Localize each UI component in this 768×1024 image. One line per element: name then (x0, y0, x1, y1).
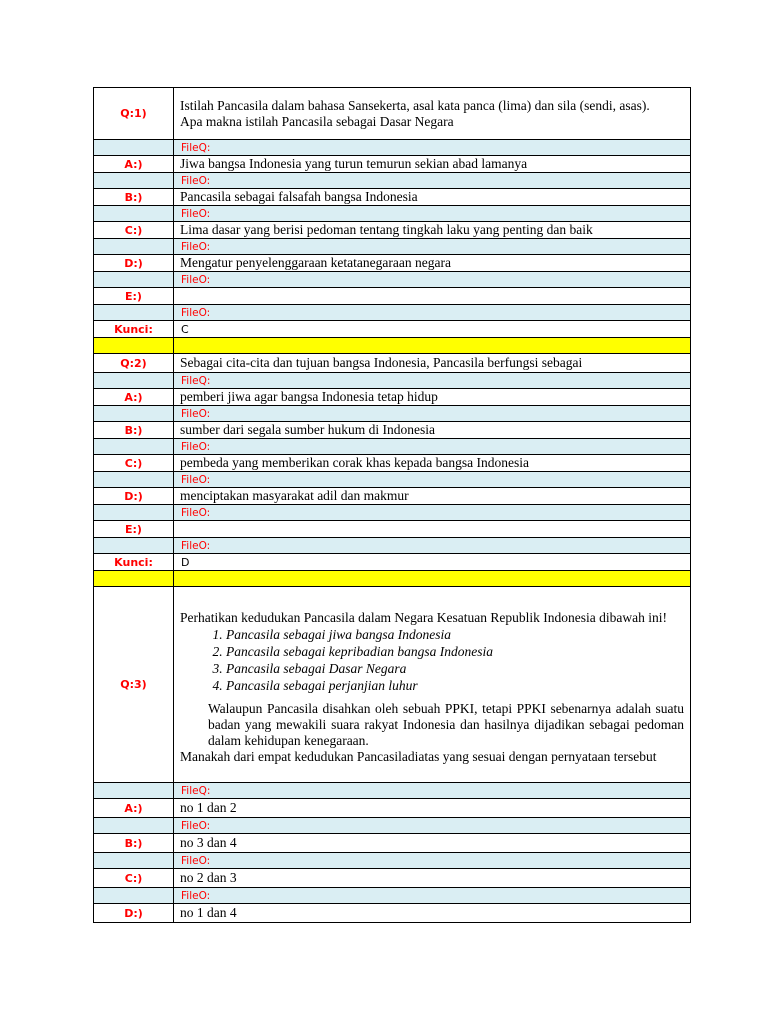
question-row (94, 88, 691, 140)
option-row (94, 521, 691, 538)
option-row (94, 834, 691, 853)
option-label: C:) (94, 455, 174, 472)
file-row (94, 439, 691, 455)
answer-key-label: Kunci: (94, 321, 174, 338)
option-text: Jiwa bangsa Indonesia yang turun temurun sekian abad lamanya (174, 156, 691, 173)
file-row (94, 888, 691, 904)
question-list (180, 626, 684, 694)
file-row (94, 140, 691, 156)
option-row (94, 189, 691, 206)
fileo-label: FileO: (174, 406, 691, 422)
option-row (94, 389, 691, 406)
file-row (94, 853, 691, 869)
question-text: Sebagai cita-cita dan tujuan bangsa Indonesia, Pancasila berfungsi sebagai (174, 354, 691, 373)
answer-key-row (94, 554, 691, 571)
file-row (94, 818, 691, 834)
answer-key-value: D (174, 554, 691, 571)
answer-key-label: Kunci: (94, 554, 174, 571)
file-row (94, 272, 691, 288)
fileq-label: FileQ: (174, 783, 691, 799)
option-row (94, 422, 691, 439)
fileo-label: FileO: (174, 818, 691, 834)
question-table (93, 87, 691, 923)
option-label: B:) (94, 422, 174, 439)
question-statement: Walaupun Pancasila disahkan oleh sebuah PPKI, tetapi PPKI sebenarnya adalah suatu badan yang mewakili suara rakyat Indonesia dan hasilnya dijadikan sebagai pedoman dalam kehidupan kenegaraan. (208, 700, 684, 748)
fileo-label: FileO: (174, 505, 691, 521)
question-intro: Perhatikan kedudukan Pancasila dalam Negara Kesatuan Republik Indonesia dibawah ini! (180, 609, 667, 625)
option-label: D:) (94, 255, 174, 272)
question-label: Q:2) (94, 354, 174, 373)
separator-row (94, 571, 691, 587)
fileo-label: FileO: (174, 239, 691, 255)
option-label: D:) (94, 904, 174, 923)
file-row (94, 173, 691, 189)
option-label: B:) (94, 834, 174, 853)
option-text: no 1 dan 2 (174, 799, 691, 818)
list-item: 2. Pancasila sebagai kepribadian bangsa Indonesia (226, 643, 684, 660)
option-row (94, 288, 691, 305)
option-row (94, 255, 691, 272)
answer-key-row (94, 321, 691, 338)
file-row (94, 206, 691, 222)
option-text: no 2 dan 3 (174, 869, 691, 888)
list-item: 4. Pancasila sebagai perjanjian luhur (226, 677, 684, 694)
question-row (94, 354, 691, 373)
option-text: pemberi jiwa agar bangsa Indonesia tetap hidup (174, 389, 691, 406)
option-label: E:) (94, 288, 174, 305)
option-row (94, 455, 691, 472)
option-row (94, 904, 691, 923)
question-text (174, 88, 691, 140)
option-text: Mengatur penyelenggaraan ketatanegaraan negara (174, 255, 691, 272)
option-text: no 3 dan 4 (174, 834, 691, 853)
question-label: Q:3) (94, 587, 174, 783)
option-row (94, 869, 691, 888)
option-text: menciptakan masyarakat adil dan makmur (174, 488, 691, 505)
file-row (94, 239, 691, 255)
file-row (94, 406, 691, 422)
option-label: D:) (94, 488, 174, 505)
fileo-label: FileO: (174, 853, 691, 869)
option-label: A:) (94, 389, 174, 406)
option-text: pembeda yang memberikan corak khas kepada bangsa Indonesia (174, 455, 691, 472)
option-label: C:) (94, 222, 174, 239)
option-label: C:) (94, 869, 174, 888)
fileo-label: FileO: (174, 272, 691, 288)
fileo-label: FileO: (174, 888, 691, 904)
option-label: A:) (94, 799, 174, 818)
option-label: E:) (94, 521, 174, 538)
fileo-label: FileO: (174, 538, 691, 554)
question-prompt: Manakah dari empat kedudukan Pancasiladiatas yang sesuai dengan pernyataan tersebut (180, 748, 657, 764)
answer-key-value: C (174, 321, 691, 338)
option-text: Pancasila sebagai falsafah bangsa Indonesia (174, 189, 691, 206)
fileq-label: FileQ: (174, 373, 691, 389)
option-row (94, 222, 691, 239)
option-text: no 1 dan 4 (174, 904, 691, 923)
fileq-label: FileQ: (174, 140, 691, 156)
option-text (174, 288, 691, 305)
list-item: 3. Pancasila sebagai Dasar Negara (226, 660, 684, 677)
option-label: B:) (94, 189, 174, 206)
file-row (94, 305, 691, 321)
question-row (94, 587, 691, 783)
file-row (94, 783, 691, 799)
fileo-label: FileO: (174, 472, 691, 488)
option-text: Lima dasar yang berisi pedoman tentang tingkah laku yang penting dan baik (174, 222, 691, 239)
separator-row (94, 338, 691, 354)
question-label: Q:1) (94, 88, 174, 140)
file-row (94, 373, 691, 389)
file-row (94, 505, 691, 521)
option-row (94, 488, 691, 505)
option-row (94, 156, 691, 173)
question-line: Apa makna istilah Pancasila sebagai Dasar Negara (180, 113, 454, 129)
file-row (94, 472, 691, 488)
option-text (174, 521, 691, 538)
file-row (94, 538, 691, 554)
fileo-label: FileO: (174, 173, 691, 189)
fileo-label: FileO: (174, 206, 691, 222)
fileo-label: FileO: (174, 439, 691, 455)
option-text: sumber dari segala sumber hukum di Indonesia (174, 422, 691, 439)
option-label: A:) (94, 156, 174, 173)
question-line: Istilah Pancasila dalam bahasa Sansekerta, asal kata panca (lima) dan sila (sendi, asas). (180, 97, 650, 113)
list-item: 1. Pancasila sebagai jiwa bangsa Indonesia (226, 626, 684, 643)
option-row (94, 799, 691, 818)
fileo-label: FileO: (174, 305, 691, 321)
question-text (174, 587, 691, 783)
